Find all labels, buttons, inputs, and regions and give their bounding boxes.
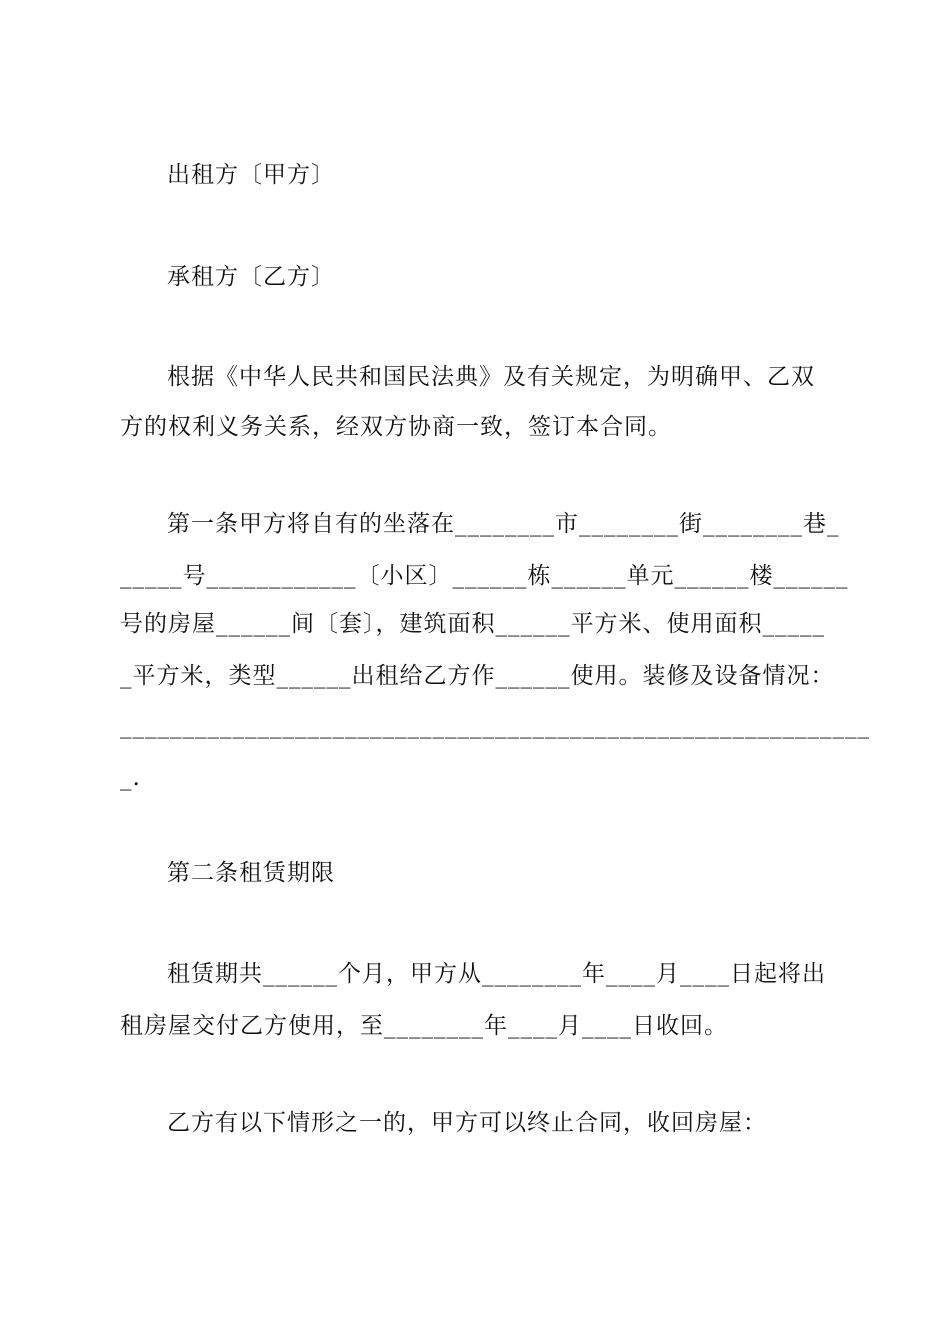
article2-line-2: 租房屋交付乙方使用，至________年____月____日收回。 (120, 1013, 728, 1039)
article1-line-3: 号的房屋______间〔套〕，建筑面积______平方米、使用面积_____ (120, 611, 825, 637)
article1-line-5: ____________________________________________________________ (120, 713, 870, 739)
preamble-line-2: 方的权利义务关系，经双方协商一致，签订本合同。 (120, 414, 672, 440)
article1-line-2: _____号____________〔小区〕______栋______单元______楼______ (120, 563, 849, 589)
article1-line-6: _. (120, 765, 141, 791)
lessee-line: 承租方〔乙方〕 (167, 264, 335, 290)
article1-line-1: 第一条甲方将自有的坐落在________市________街________巷_ (167, 511, 840, 537)
termination-intro: 乙方有以下情形之一的，甲方可以终止合同，收回房屋： (167, 1110, 767, 1136)
article1-line-4: _平方米，类型______出租给乙方作______使用。装修及设备情况： (120, 663, 835, 689)
preamble-line-1: 根据《中华人民共和国民法典》及有关规定，为明确甲、乙双 (167, 364, 815, 390)
article2-line-1: 租赁期共______个月，甲方从________年____月____日起将出 (167, 961, 826, 987)
article2-title: 第二条租赁期限 (167, 860, 335, 886)
lessor-line: 出租方〔甲方〕 (167, 162, 335, 188)
